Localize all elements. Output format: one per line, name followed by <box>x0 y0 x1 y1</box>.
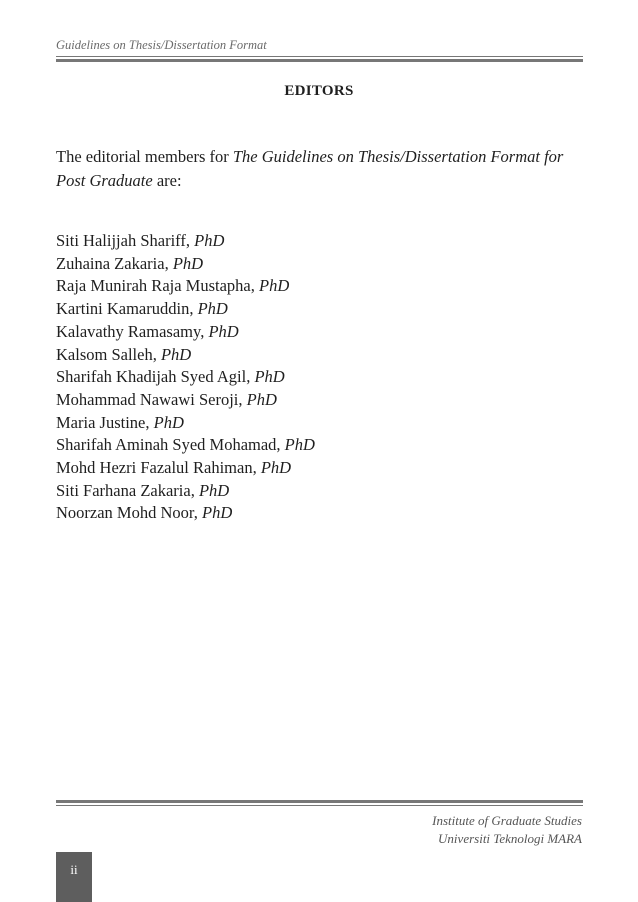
intro-paragraph <box>56 145 586 193</box>
intro-prefix: The editorial members for <box>56 147 233 166</box>
editor-item: Siti Farhana Zakaria, PhD <box>56 480 230 500</box>
editor-name: Siti Farhana Zakaria <box>56 480 191 500</box>
editor-name: Sharifah Aminah Syed Mohamad <box>56 435 277 455</box>
running-header: Guidelines on Thesis/Dissertation Format <box>56 38 267 52</box>
editor-name: Mohammad Nawawi Seroji <box>56 389 239 409</box>
page-title: EDITORS <box>284 83 354 99</box>
editor-degree: PhD <box>172 253 204 273</box>
editor-degree: PhD <box>208 321 239 341</box>
footer-university: Universiti Teknologi MARA <box>438 831 582 846</box>
editor-degree: PhD <box>246 389 277 409</box>
footer-rule <box>56 800 583 806</box>
editor-item: Noorzan Mohd Noor, PhD <box>56 503 233 523</box>
editor-degree: PhD <box>284 435 315 455</box>
editor-degree: PhD <box>259 276 290 296</box>
intro-title: The Guidelines on Thesis/Dissertation Format for Post Graduate <box>56 147 564 190</box>
editor-item: Mohammad Nawawi Seroji, PhD <box>56 389 277 409</box>
editor-name: Maria Justine <box>56 412 146 432</box>
editor-item: Mohd Hezri Fazalul Rahiman, PhD <box>56 458 292 478</box>
editor-name: Zuhaina Zakaria <box>56 253 165 273</box>
editor-item: Kartini Kamaruddin, PhD <box>56 299 228 319</box>
editor-name: Siti Halijjah Shariff <box>56 231 186 250</box>
editor-item: Zuhaina Zakaria, PhD <box>56 253 204 273</box>
page-number: ii <box>56 852 92 902</box>
editor-item: Maria Justine, PhD <box>56 412 184 432</box>
editor-name: Kartini Kamaruddin <box>56 299 190 319</box>
editor-name: Kalavathy Ramasamy <box>56 321 201 341</box>
editor-name: Raja Munirah Raja Mustapha <box>56 276 251 296</box>
editor-item: Kalavathy Ramasamy, PhD <box>56 321 239 341</box>
editor-item: Siti Halijjah Shariff, PhD <box>56 231 225 250</box>
editor-item: Raja Munirah Raja Mustapha, PhD <box>56 276 290 296</box>
footer-institute: Institute of Graduate Studies <box>432 813 582 828</box>
editor-item: Sharifah Khadijah Syed Agil, PhD <box>56 367 285 387</box>
editor-degree: PhD <box>194 231 225 250</box>
editor-degree: PhD <box>260 458 292 478</box>
editor-item: Kalsom Salleh, PhD <box>56 344 192 364</box>
editor-list <box>56 230 315 525</box>
editor-name: Mohd Hezri Fazalul Rahiman <box>56 458 253 478</box>
editor-item: Sharifah Aminah Syed Mohamad, PhD <box>56 435 315 455</box>
editor-degree: PhD <box>153 412 184 432</box>
editor-name: Kalsom Salleh <box>56 344 153 364</box>
editor-name: Sharifah Khadijah Syed Agil <box>56 367 247 387</box>
editor-name: Noorzan Mohd Noor <box>56 503 194 523</box>
editor-degree: PhD <box>254 367 285 387</box>
footer-text <box>432 812 582 848</box>
editor-degree: PhD <box>201 503 233 523</box>
editor-degree: PhD <box>197 299 228 319</box>
intro-suffix: are: <box>152 171 182 190</box>
header-rule <box>56 56 583 62</box>
editor-degree: PhD <box>160 344 192 364</box>
editor-degree: PhD <box>198 480 230 500</box>
